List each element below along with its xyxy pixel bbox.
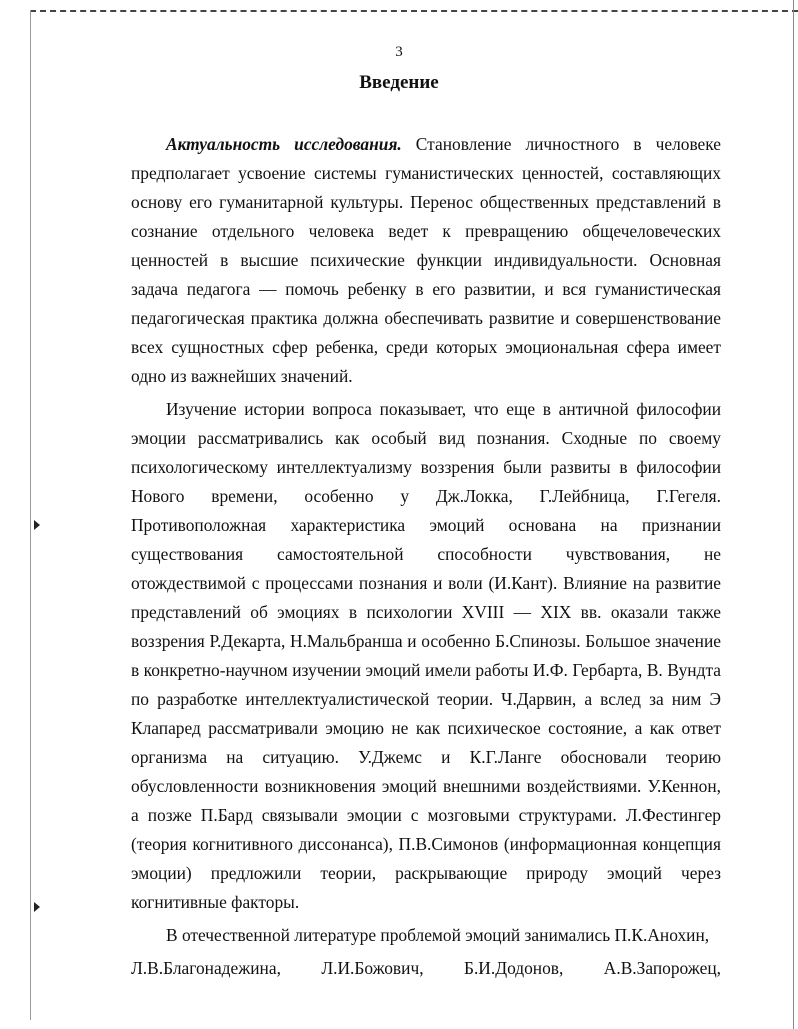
paragraph-domestic: В отечественной литературе проблемой эмоций занимались П.К.Анохин,: [166, 925, 710, 945]
scan-edge-top: [30, 10, 798, 12]
scan-mark-upper: [34, 520, 40, 530]
paragraph-relevance: [131, 130, 721, 391]
author-name: Л.В.Благонадежина,: [131, 958, 281, 978]
document-body: [131, 130, 721, 983]
relevance-lead: Актуальность исследования.: [166, 134, 402, 154]
scan-edge-right: [793, 0, 794, 1029]
scan-edge-left: [30, 10, 31, 1020]
author-name: Б.И.Додонов,: [463, 958, 564, 978]
authors-line: [131, 954, 721, 983]
paragraph-history: Изучение истории вопроса показывает, что еще в античной философии эмоции рассматривались как особый вид познания. Сходные по своему психологическому интеллектуализму воззрения были развиты в философии Нового времени, особенно у Дж.Локка, Г.Лейбница, Г.Гегеля. Противоположная характеристика эмоций основана на признании существования самостоятельной способности чувствования, не отождествимой с процессами познания и воли (И.Кант). Влияние на развитие представлений об эмоциях в психологии XVIII — XIX вв. оказали также воззрения Р.Декарта, Н.Мальбранша и особенно Б.Спинозы. Большое значение в конкретно-научном изучении эмоций имели работы И.Ф. Гербарта, В. Вундта по разработке интеллектуалистической теории. Ч.Дарвин, а вслед за ним Э Клапаред рассматривали эмоцию не как психическое состояние, а как ответ организма на ситуацию. У.Джемс и К.Г.Ланге обосновали теорию обусловленности возникновения эмоций внешними воздействиями. У.Кеннон, а позже П.Бард связывали эмоции с мозговыми структурами. Л.Фестингер (теория когнитивного диссонанса), П.В.Симонов (информационная концепция эмоции) предложили теории, раскрывающие природу эмоций через когнитивные факторы.: [131, 399, 721, 912]
author-name: А.В.Запорожец,: [603, 958, 721, 978]
relevance-text: Становление личностного в человеке предполагает усвоение системы гуманистических ценностей, составляющих основу его гуманитарной культуры. Перенос общественных представлений в сознание отдельного человека ведет к превращению общечеловеческих ценностей в высшие психические функции индивидуальности. Основная задача педагога — помочь ребенку в его развитии, и вся гуманистическая педагогическая практика должна обеспечивать развитие и совершенствование всех сущностных сфер ребенка, среди которых эмоциональная сфера имеет одно из важнейших значений.: [131, 134, 722, 386]
scan-mark-lower: [34, 902, 40, 912]
page-number: 3: [395, 44, 403, 60]
page-title: Введение: [359, 72, 439, 93]
author-name: Л.И.Божович,: [321, 958, 424, 978]
